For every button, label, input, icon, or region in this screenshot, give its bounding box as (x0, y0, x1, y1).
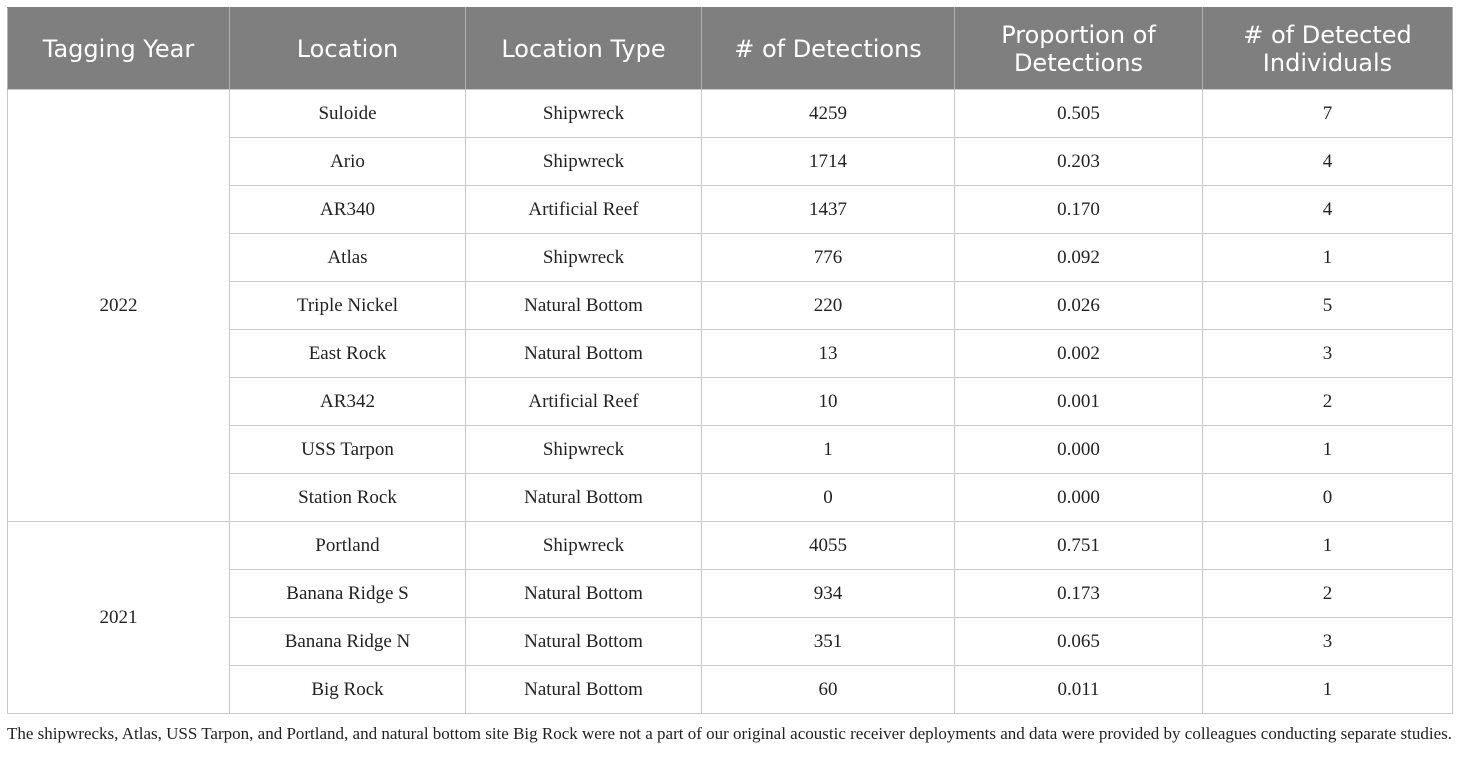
table-container (7, 7, 1452, 714)
individuals-cell: 1 (1203, 426, 1453, 474)
detections-cell: 220 (702, 282, 955, 330)
detections-cell: 13 (702, 330, 955, 378)
detections-cell: 0 (702, 474, 955, 522)
detections-cell: 934 (702, 570, 955, 618)
header-proportion: Proportion of Detections (955, 8, 1203, 90)
individuals-cell: 2 (1203, 570, 1453, 618)
header-individuals: # of Detected Individuals (1203, 8, 1453, 90)
detections-cell: 10 (702, 378, 955, 426)
detections-cell: 60 (702, 666, 955, 714)
proportion-cell: 0.505 (955, 90, 1203, 138)
location-type-cell: Natural Bottom (466, 474, 702, 522)
individuals-cell: 0 (1203, 474, 1453, 522)
proportion-cell: 0.000 (955, 426, 1203, 474)
location-type-cell: Shipwreck (466, 426, 702, 474)
detections-cell: 4259 (702, 90, 955, 138)
proportion-cell: 0.011 (955, 666, 1203, 714)
individuals-cell: 5 (1203, 282, 1453, 330)
individuals-cell: 4 (1203, 186, 1453, 234)
detections-cell: 1714 (702, 138, 955, 186)
proportion-cell: 0.002 (955, 330, 1203, 378)
location-cell: Triple Nickel (230, 282, 466, 330)
individuals-cell: 1 (1203, 522, 1453, 570)
location-cell: Suloide (230, 90, 466, 138)
header-location: Location (230, 8, 466, 90)
proportion-cell: 0.000 (955, 474, 1203, 522)
location-type-cell: Natural Bottom (466, 570, 702, 618)
detections-cell: 4055 (702, 522, 955, 570)
location-cell: Banana Ridge N (230, 618, 466, 666)
individuals-cell: 1 (1203, 666, 1453, 714)
table-footnote: The shipwrecks, Atlas, USS Tarpon, and Portland, and natural bottom site Big Rock were not a part of our original acoustic receiver deployments and data were provided by colleagues conducting separate studies. (7, 724, 1452, 743)
location-cell: AR342 (230, 378, 466, 426)
detections-cell: 351 (702, 618, 955, 666)
location-type-cell: Natural Bottom (466, 282, 702, 330)
header-tagging-year: Tagging Year (8, 8, 230, 90)
location-cell: Atlas (230, 234, 466, 282)
individuals-cell: 4 (1203, 138, 1453, 186)
table-row (8, 522, 1453, 570)
detections-cell: 1437 (702, 186, 955, 234)
table-body (8, 90, 1453, 714)
location-type-cell: Artificial Reef (466, 378, 702, 426)
header-location-type: Location Type (466, 8, 702, 90)
header-detections: # of Detections (702, 8, 955, 90)
location-cell: USS Tarpon (230, 426, 466, 474)
location-cell: Big Rock (230, 666, 466, 714)
location-type-cell: Natural Bottom (466, 330, 702, 378)
proportion-cell: 0.173 (955, 570, 1203, 618)
header-row (8, 8, 1453, 90)
location-cell: Ario (230, 138, 466, 186)
location-type-cell: Shipwreck (466, 522, 702, 570)
location-type-cell: Shipwreck (466, 138, 702, 186)
individuals-cell: 2 (1203, 378, 1453, 426)
detections-table (7, 7, 1453, 714)
location-type-cell: Shipwreck (466, 90, 702, 138)
individuals-cell: 7 (1203, 90, 1453, 138)
location-cell: AR340 (230, 186, 466, 234)
table-row (8, 90, 1453, 138)
location-cell: Banana Ridge S (230, 570, 466, 618)
location-type-cell: Natural Bottom (466, 618, 702, 666)
location-type-cell: Artificial Reef (466, 186, 702, 234)
location-type-cell: Shipwreck (466, 234, 702, 282)
detections-cell: 776 (702, 234, 955, 282)
location-cell: Portland (230, 522, 466, 570)
individuals-cell: 1 (1203, 234, 1453, 282)
individuals-cell: 3 (1203, 618, 1453, 666)
location-cell: East Rock (230, 330, 466, 378)
proportion-cell: 0.170 (955, 186, 1203, 234)
proportion-cell: 0.751 (955, 522, 1203, 570)
detections-cell: 1 (702, 426, 955, 474)
proportion-cell: 0.092 (955, 234, 1203, 282)
proportion-cell: 0.001 (955, 378, 1203, 426)
individuals-cell: 3 (1203, 330, 1453, 378)
tagging-year-cell: 2021 (8, 522, 230, 714)
proportion-cell: 0.065 (955, 618, 1203, 666)
tagging-year-cell: 2022 (8, 90, 230, 522)
proportion-cell: 0.026 (955, 282, 1203, 330)
location-cell: Station Rock (230, 474, 466, 522)
location-type-cell: Natural Bottom (466, 666, 702, 714)
proportion-cell: 0.203 (955, 138, 1203, 186)
